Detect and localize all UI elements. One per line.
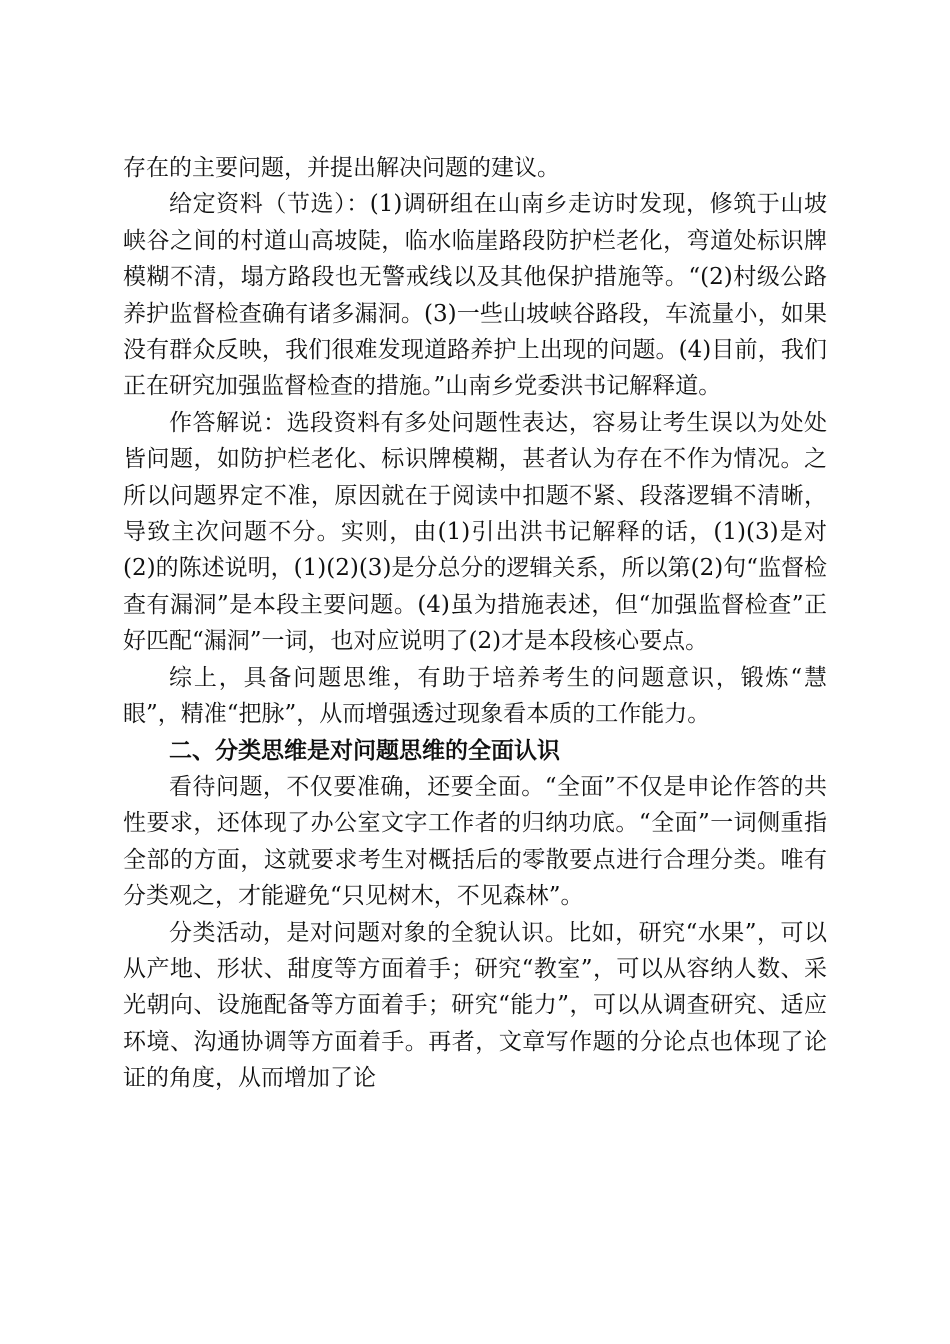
document-body	[123, 150, 827, 1097]
paragraph-given-material: 给定资料（节选）：(1)调研组在山南乡走访时发现，修筑于山坡峡谷之间的村道山高坡陡，临水临崖路段防护栏老化，弯道处标识牌模糊不清，塌方路段也无警戒线以及其他保护措施等。“(2)村级公路养护监督检查确有诸多漏洞。(3)一些山坡峡谷路段，车流量小，如果没有群众反映，我们很难发现道路养护上出现的问题。(4)目前，我们正在研究加强监督检查的措施。”山南乡党委洪书记解释道。	[123, 191, 827, 400]
section-heading: 二、分类思维是对问题思维的全面认识	[169, 737, 560, 764]
paragraph-classification: 分类活动，是对问题对象的全貌认识。比如，研究“水果”，可以从产地、形状、甜度等方面着手；研究“教室”，可以从容纳人数、采光朝向、设施配备等方面着手；研究“能力”，可以从调查研究、适应环境、沟通协调等方面着手。再者，文章写作题的分论点也体现了论证的角度，从而增加了论	[123, 919, 827, 1092]
paragraph-summary: 综上，具备问题思维，有助于培养考生的问题意识，锻炼“慧眼”，精准“把脉”，从而增强透过现象看本质的工作能力。	[123, 664, 827, 728]
paragraph-answer-explanation: 作答解说：选段资料有多处问题性表达，容易让考生误以为处处皆问题，如防护栏老化、标识牌模糊，甚者认为存在不作为情况。之所以问题界定不准，原因就在于阅读中扣题不紧、段落逻辑不清晰，导致主次问题不分。实则，由(1)引出洪书记解释的话，(1)(3)是对(2)的陈述说明，(1)(2)(3)是分总分的逻辑关系，所以第(2)句“监督检查有漏洞”是本段主要问题。(4)虽为措施表述，但“加强监督检查”正好匹配“漏洞”一词，也对应说明了(2)才是本段核心要点。	[123, 409, 827, 655]
paragraph-continuation: 存在的主要问题，并提出解决问题的建议。	[123, 155, 560, 181]
paragraph-comprehensive: 看待问题，不仅要准确，还要全面。“全面”不仅是申论作答的共性要求，还体现了办公室文字工作者的归纳功底。“全面”一词侧重指全部的方面，这就要求考生对概括后的零散要点进行合理分类。唯有分类观之，才能避免“只见树木，不见森林”。	[123, 773, 827, 910]
